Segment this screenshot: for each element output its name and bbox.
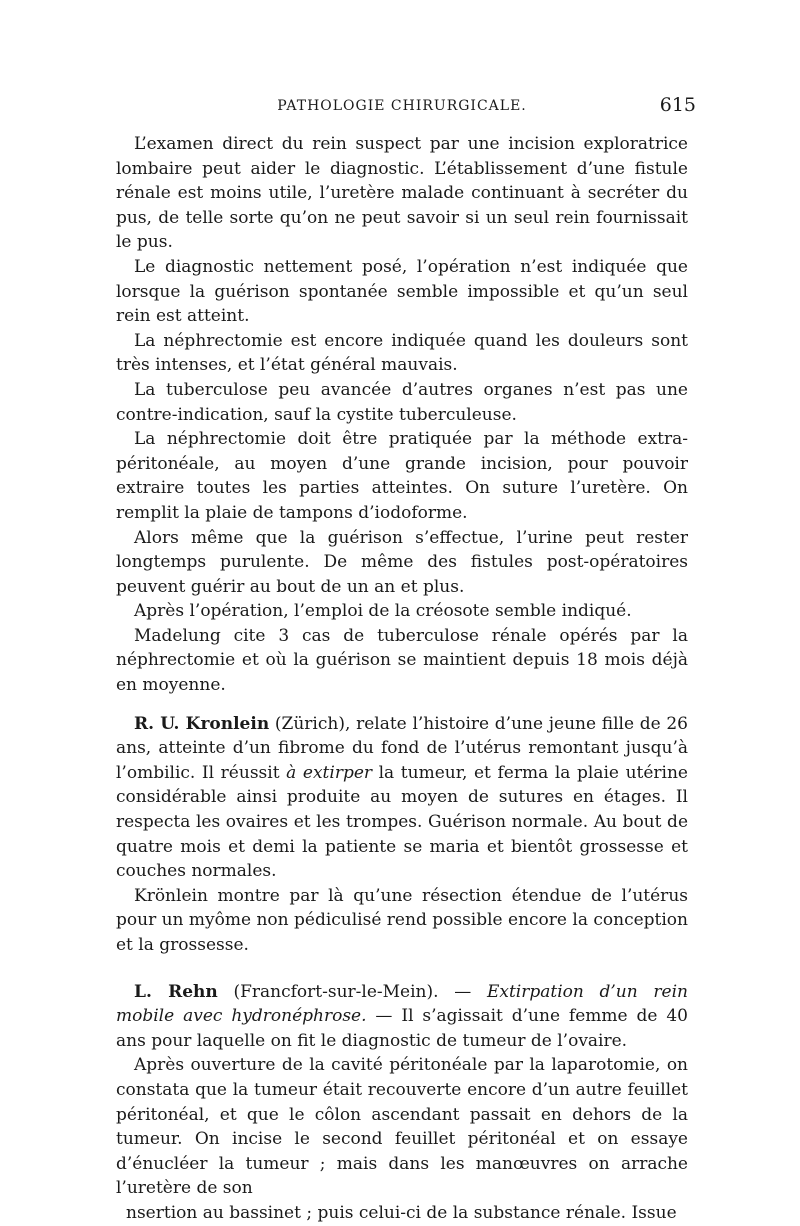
section-gap <box>116 698 688 712</box>
running-header <box>116 94 696 124</box>
paragraph-rehn <box>116 980 688 1054</box>
paragraph-6: Alors même que la guérison s’effectue, l’urine peut rester longtemps purulente. De même des fistules post-opératoires peuvent guérir au bout de un an et plus. <box>116 527 688 597</box>
section-gap <box>116 958 688 980</box>
italic-text: à extirper <box>286 762 373 783</box>
paragraph-13: nsertion au bassinet ; puis celui-ci de la substance rénale. Issue <box>126 1202 677 1223</box>
paragraph-5: La néphrectomie doit être pratiquée par la méthode extra-péritonéale, au moyen d’une grande incision, pour pouvoir extraire toutes les parties atteintes. On suture l’uretère. On remplit la plaie de tampons d’iodoforme. <box>116 429 688 523</box>
paragraph-7: Après l’opération, l’emploi de la créosote semble indiqué. <box>134 601 632 622</box>
paragraph-text: (Francfort-sur-le-Mein). — <box>217 981 487 1002</box>
paragraph-4: La tuberculose peu avancée d’autres organes n’est pas une contre-indication, sauf la cystite tuberculeuse. <box>116 379 688 425</box>
paragraph-10: Krönlein montre par là qu’une résection étendue de l’utérus pour un myôme non pédiculisé rend possible encore la conception et la grossesse. <box>116 885 688 955</box>
author-name: L. Rehn <box>134 981 218 1002</box>
paragraph-2: Le diagnostic nettement posé, l’opération n’est indiquée que lorsque la guérison spontanée semble impossible et qu’un seul rein est atteint. <box>116 256 688 327</box>
paragraph-8: Madelung cite 3 cas de tuberculose rénale opérés par la néphrectomie et où la guérison se maintient depuis 18 mois déjà en moyenne. <box>116 625 688 696</box>
page-number: 615 <box>659 94 696 116</box>
italic-title: Extirpation d’un rein mobile avec hydronéphrose. <box>116 981 688 1027</box>
paragraph-3: La néphrectomie est encore indiquée quand les douleurs sont très intenses, et l’état général mauvais. <box>116 330 688 376</box>
paragraph-text: (Zürich), relate l’histoire d’une jeune fille de 26 ans, atteinte d’un fibrome du fond de l’utérus remontant jusqu’à l’ombilic. Il réussit <box>116 713 688 783</box>
paragraph-1: L’examen direct du rein suspect par une incision exploratrice lombaire peut aider le diagnostic. L’établissement d’une fistule rénale est moins utile, l’uretère malade continuant à secréter du pus, de telle sorte qu’on ne peut savoir si un seul rein fournissait le pus. <box>116 134 688 253</box>
paragraph-12: Après ouverture de la cavité péritonéale par la laparotomie, on constata que la tumeur était recouverte encore d’un autre feuillet péritonéal, et que le côlon ascendant passait en dehors de la tumeur. On incise le second feuillet péritonéal et on essaye d’énucléer la tumeur ; mais dans les manœuvres on arrache l’uretère de son <box>116 1055 688 1199</box>
paragraph-kronlein <box>116 712 688 884</box>
paragraph-text: la tumeur, et ferma la plaie utérine considérable ainsi produite au moyen de sutures en étages. Il respecta les ovaires et les trompes. Guérison normale. Au bout de quatre mois et demi la patiente se maria et bientôt grossesse et couches normales. <box>116 762 688 882</box>
paragraph-text: — Il s’agissait d’une femme de 40 ans pour laquelle on fit le diagnostic de tumeur de l’ovaire. <box>116 1006 688 1051</box>
author-name: R. U. Kronlein <box>134 713 270 734</box>
running-title: PATHOLOGIE CHIRURGICALE. <box>277 98 527 114</box>
